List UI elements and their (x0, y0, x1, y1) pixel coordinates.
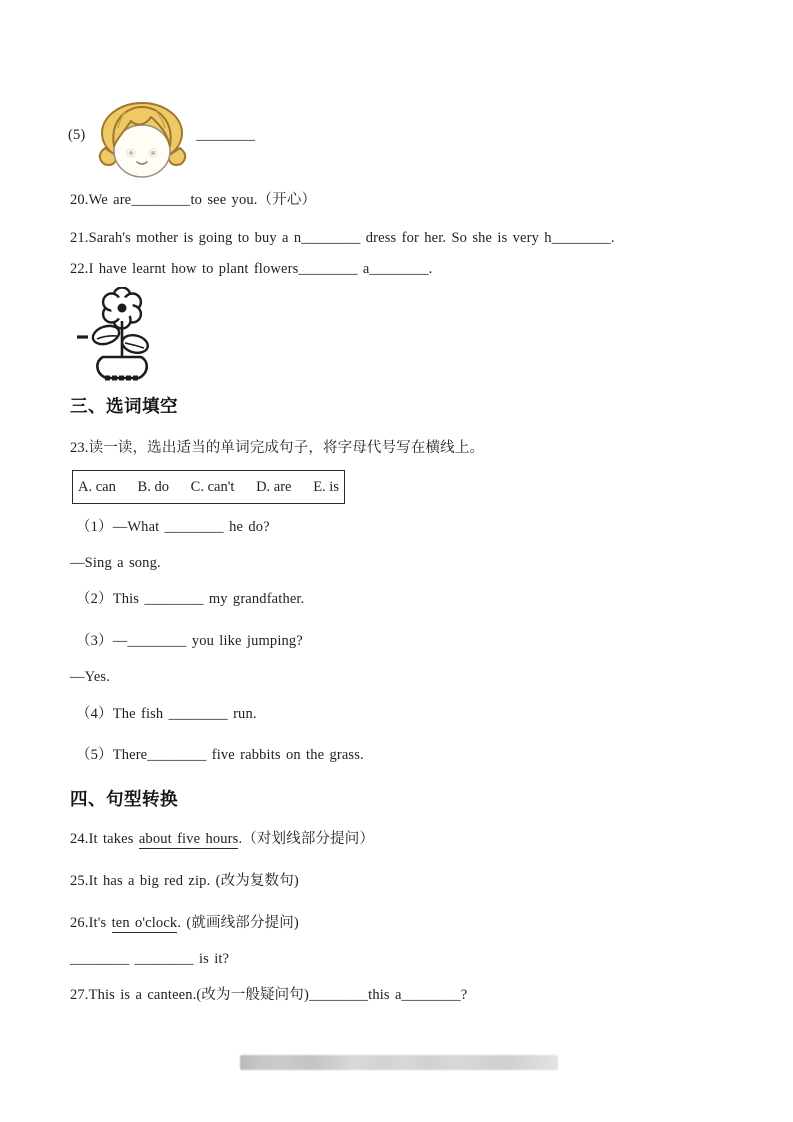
question-22: 22.I have learnt how to plant flowers________ a________. (70, 261, 433, 277)
q26-answer-blank-line: ________ ________ is it? (70, 951, 230, 967)
word-bank-option-e: E. is (313, 478, 339, 495)
girl-face-illustration (95, 98, 190, 182)
word-bank-option-b: B. do (137, 478, 169, 495)
q23-subitem-3-response: —Yes. (70, 669, 110, 685)
item5-label: (5) (68, 127, 86, 143)
q23-subitem-1-response: —Sing a song. (70, 555, 161, 571)
section3-heading: 三、选词填空 (70, 396, 178, 416)
q24-suffix: .（对划线部分提问） (238, 831, 375, 847)
q23-subitem-3: （3）—________ you like jumping? (76, 633, 303, 649)
question-24 (70, 830, 374, 848)
q26-prefix: 26.It's (70, 915, 112, 931)
q23-subitem-5: （5）There________ five rabbits on the grass. (76, 747, 364, 763)
potted-flower-illustration (75, 287, 150, 385)
question-25: 25.It has a big red zip. (改为复数句) (70, 873, 299, 889)
question-23-instruction: 23.读一读，选出适当的单词完成句子，将字母代号写在横线上。 (70, 440, 485, 456)
question-21: 21.Sarah's mother is going to buy a n________ dress for her. So she is very h________. (70, 230, 615, 246)
word-bank-option-c: C. can't (190, 478, 235, 495)
question-20: 20.We are________to see you.（开心） (70, 192, 317, 208)
q23-subitem-2: （2）This ________ my grandfather. (76, 591, 305, 607)
q24-underlined-phrase: about five hours (138, 831, 239, 847)
word-bank-option-d: D. are (256, 478, 292, 495)
question-27: 27.This is a canteen.(改为一般疑问句)________this a________? (70, 987, 468, 1003)
q24-prefix: 24.It takes (70, 831, 139, 847)
watermark-bar (240, 1055, 558, 1070)
word-bank-option-a: A. can (78, 478, 116, 495)
q23-subitem-4: （4）The fish ________ run. (76, 706, 257, 722)
word-bank-box (72, 470, 345, 504)
q26-suffix: . (就画线部分提问) (177, 915, 299, 931)
q26-underlined-phrase: ten o'clock (111, 915, 178, 931)
q23-subitem-1: （1）—What ________ he do? (76, 519, 270, 535)
item5-answer-blank: ________ (196, 127, 256, 143)
section4-heading: 四、句型转换 (70, 789, 178, 809)
question-26 (70, 914, 299, 932)
